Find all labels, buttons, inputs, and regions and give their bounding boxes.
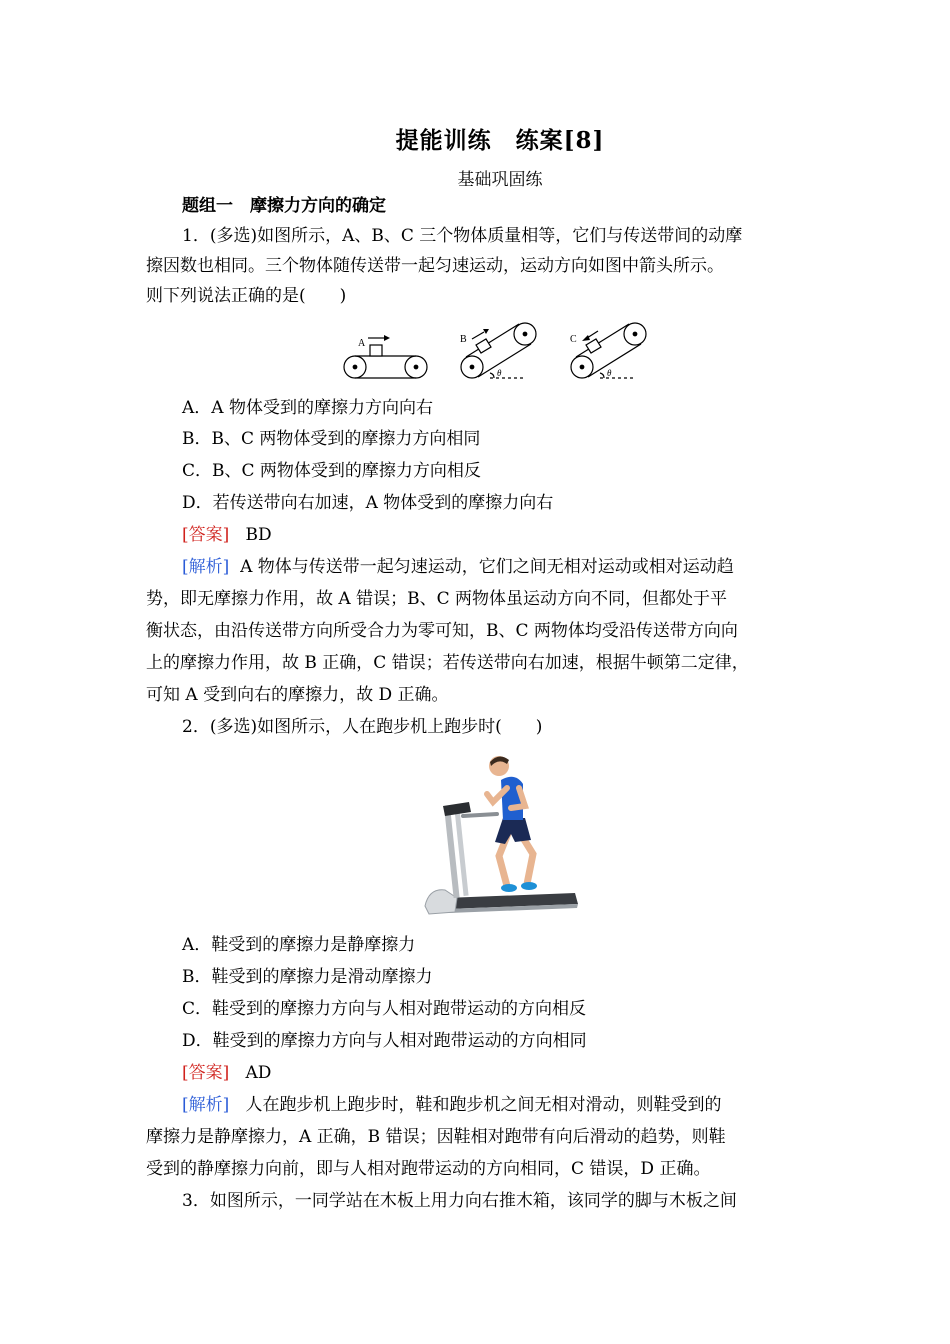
page-title: 提能训练 练案[8] — [395, 127, 605, 154]
q1-option-c: C．B、C 两物体受到的摩擦力方向相反 — [182, 461, 481, 481]
belt-a — [344, 335, 427, 378]
q1-analysis-tag: [解析] — [182, 557, 230, 577]
page-subtitle: 基础巩固练 — [457, 170, 543, 190]
q2-option-a: A．鞋受到的摩擦力是静摩擦力 — [182, 935, 416, 955]
q1-stem-line-3: 则下列说法正确的是( ) — [146, 286, 347, 306]
q1-analysis-line-4: 上的摩擦力作用，故 B 正确，C 错误；若传送带向右加速，根据牛顿第二定律， — [146, 653, 749, 673]
q2-analysis-tag: [解析] — [182, 1095, 230, 1115]
q2-analysis-line-2: 摩擦力是静摩擦力，A 正确，B 错误；因鞋相对跑带有向后滑动的趋势，则鞋 — [146, 1127, 726, 1147]
q2-option-b: B．鞋受到的摩擦力是滑动摩擦力 — [182, 967, 433, 987]
q1-analysis-text-1: A 物体与传送带一起匀速运动，它们之间无相对运动或相对运动趋 — [240, 557, 734, 577]
belt-b — [460, 323, 536, 378]
q2-answer-tag: [答案] — [182, 1063, 230, 1083]
q2-answer — [182, 1062, 271, 1084]
q1-answer — [182, 524, 272, 546]
q2-answer-value: AD — [245, 1063, 272, 1083]
q2-analysis-line-3: 受到的静摩擦力向前，即与人相对跑带运动的方向相同，C 错误，D 正确。 — [146, 1159, 711, 1179]
label-c: C — [570, 334, 577, 345]
section-heading: 题组一 摩擦力方向的确定 — [182, 196, 386, 216]
q1-analysis-line-3: 衡状态，由沿传送带方向所受合力为零可知，B、C 两物体均受沿传送带方向向 — [146, 621, 738, 641]
q1-analysis-line-2: 势，即无摩擦力作用，故 A 错误；B、C 两物体虽运动方向不同，但都处于平 — [146, 589, 727, 609]
q1-option-d: D．若传送带向右加速，A 物体受到的摩擦力向右 — [182, 493, 554, 513]
belt-c — [570, 323, 646, 378]
theta-c: θ — [607, 368, 612, 378]
q2-analysis-text-1: 人在跑步机上跑步时，鞋和跑步机之间无相对滑动，则鞋受到的 — [245, 1095, 722, 1115]
theta-b: θ — [497, 368, 502, 378]
q3-stem: 3．如图所示，一同学站在木板上用力向右推木箱，该同学的脚与木板之间 — [182, 1191, 737, 1211]
q1-analysis-line-5: 可知 A 受到向右的摩擦力，故 D 正确。 — [146, 685, 449, 705]
label-b: B — [460, 334, 467, 345]
q2-option-c: C．鞋受到的摩擦力方向与人相对跑带运动的方向相反 — [182, 999, 587, 1019]
q1-answer-value: BD — [245, 525, 272, 545]
treadmill-runner-image — [415, 748, 585, 918]
q1-stem-line-2: 擦因数也相同。三个物体随传送带一起匀速运动，运动方向如图中箭头所示。 — [146, 256, 724, 276]
conveyor-belt-figure — [330, 318, 660, 386]
q1-stem-line-1: 1．(多选)如图所示，A、B、C 三个物体质量相等，它们与传送带间的动摩 — [182, 226, 743, 246]
q2-analysis-line-1 — [182, 1094, 721, 1116]
q1-answer-tag: [答案] — [182, 525, 230, 545]
q1-option-a: A．A 物体受到的摩擦力方向向右 — [182, 398, 433, 418]
q2-option-d: D．鞋受到的摩擦力方向与人相对跑带运动的方向相同 — [182, 1031, 587, 1051]
q1-option-b: B．B、C 两物体受到的摩擦力方向相同 — [182, 429, 481, 449]
label-a: A — [358, 338, 366, 349]
q2-stem: 2．(多选)如图所示，人在跑步机上跑步时( ) — [182, 717, 543, 737]
q1-analysis-line-1 — [182, 556, 734, 578]
